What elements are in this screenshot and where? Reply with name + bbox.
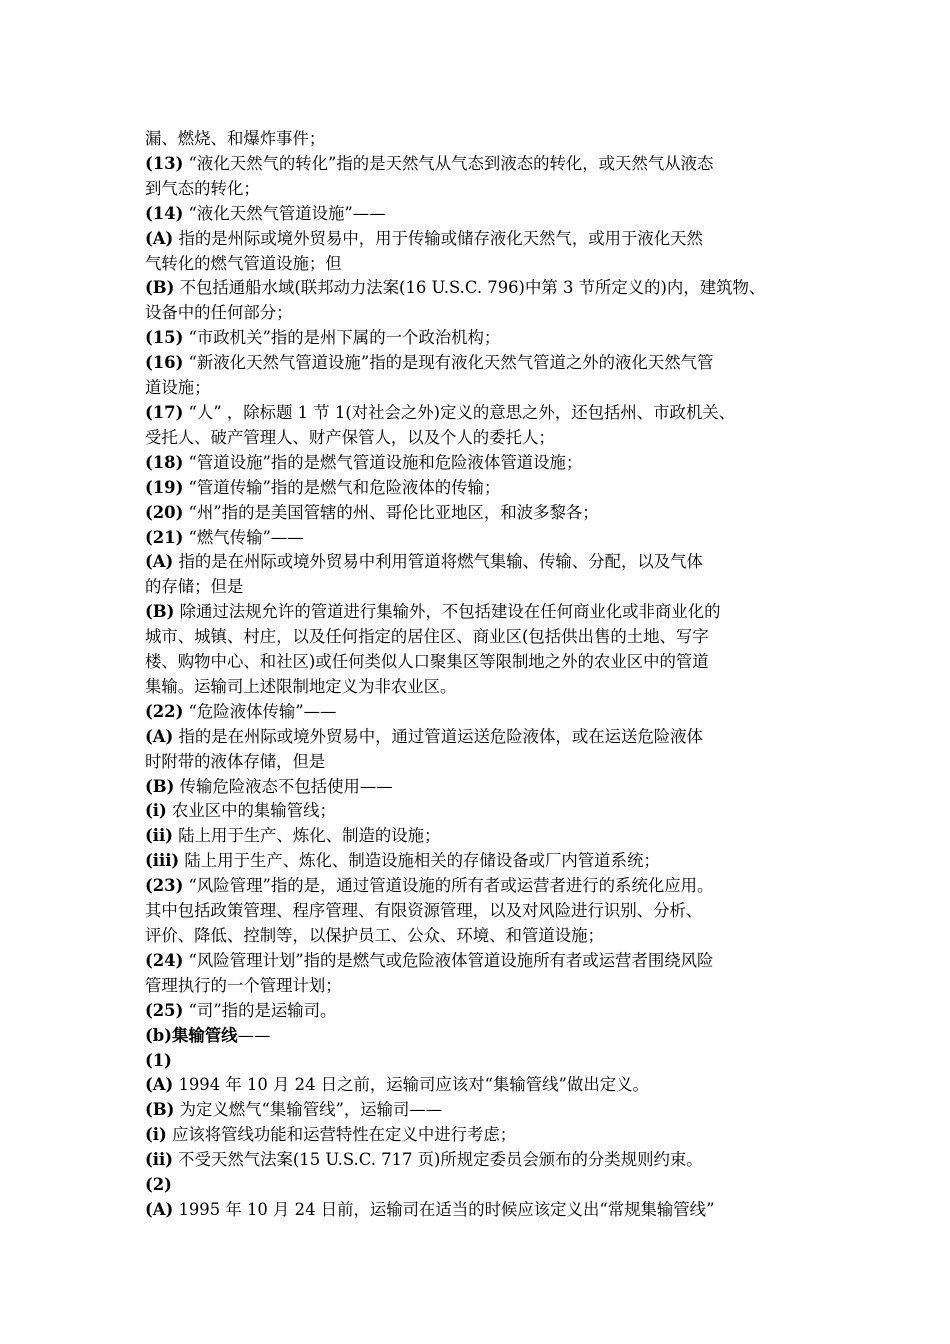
text-line [145, 799, 825, 824]
text-line [145, 874, 825, 899]
text-line [145, 501, 825, 526]
clause-text: 评价、降低、控制等，以保护员工、公众、环境、和管道设施； [145, 926, 604, 945]
clause-text: 1995 年 10 月 24 日前，运输司在适当的时候应该定义出“常规集输管线” [173, 1199, 715, 1219]
text-line [145, 351, 825, 376]
clause-text: “风险管理计划”指的是燃气或危险液体管道设施所有者或运营者围绕风险 [183, 950, 714, 970]
clause-text: —— [237, 1025, 271, 1045]
text-line [145, 202, 825, 227]
clause-text: “州”指的是美国管辖的州、哥伦比亚地区，和波多黎各； [183, 502, 599, 522]
clause-label: (17) [145, 402, 184, 422]
clause-label: (B) [145, 602, 175, 622]
clause-text: 除通过法规允许的管道进行集输外，不包括建设在任何商业化或非商业化的 [174, 602, 721, 622]
clause-label: (ii) [145, 826, 173, 846]
clause-label: (23) [145, 876, 184, 896]
clause-text: 管理执行的一个管理计划； [145, 975, 342, 995]
clause-text: 气转化的燃气管道设施；但 [145, 253, 342, 273]
clause-text: 指的是州际或境外贸易中，用于传输或储存液化天然气，或用于液化天然 [173, 228, 703, 248]
clause-text: 其中包括政策管理、程序管理、有限资源管理，以及对风险进行识别、分析、 [145, 901, 703, 921]
clause-label: (25) [145, 1000, 184, 1020]
clause-text: 设备中的任何部分； [145, 303, 293, 323]
text-line [145, 276, 825, 301]
clause-label: (A) [145, 1199, 174, 1219]
clause-text: “市政机关”指的是州下属的一个政治机构； [183, 328, 501, 348]
text-line [145, 924, 825, 949]
text-line [145, 526, 825, 551]
text-line [145, 1073, 825, 1098]
clause-text: 陆上用于生产、炼化、制造设施相关的存储设备或厂内管道系统； [179, 851, 660, 871]
clause-label: (1) [145, 1050, 172, 1070]
clause-label: (15) [145, 328, 184, 348]
clause-label: (16) [145, 353, 184, 373]
clause-label: (B) [145, 776, 175, 796]
text-line [145, 401, 825, 426]
text-line [145, 625, 825, 650]
clause-label: (i) [145, 801, 167, 821]
clause-label: (21) [145, 527, 184, 547]
text-line [145, 575, 825, 600]
clause-label: (ii) [145, 1150, 173, 1170]
clause-text: 漏、燃烧、和爆炸事件； [145, 129, 326, 148]
clause-label: (13) [145, 153, 184, 173]
clause-text: 不包括通船水域(联邦动力法案(16 U.S.C. 796)中第 3 节所定义的)内，建筑物、 [174, 278, 766, 298]
clause-label: (14) [145, 203, 184, 223]
clause-text: 集输。运输司上述限制地定义为非农业区。 [145, 676, 457, 696]
clause-text: 的存储；但是 [145, 577, 244, 597]
clause-text: 不受天然气法案(15 U.S.C. 717 页)所规定委员会颁布的分类规则约束。 [172, 1150, 703, 1170]
clause-text: 陆上用于生产、炼化、制造的设施； [172, 826, 441, 846]
clause-label: (20) [145, 502, 184, 522]
clause-text: 道设施； [145, 378, 211, 398]
text-line [145, 152, 825, 177]
clause-text: “管道传输”指的是燃气和危险液体的传输； [183, 477, 501, 497]
text-line [145, 1024, 825, 1049]
clause-text: 指的是在州际或境外贸易中，通过管道运送危险液体，或在运送危险液体 [173, 726, 703, 746]
clause-text: 受托人、破产管理人、财产保管人，以及个人的委托人； [145, 427, 555, 447]
text-line [145, 1098, 825, 1123]
text-line [145, 600, 825, 625]
clause-label: (b)集输管线 [145, 1025, 238, 1045]
clause-text: “风险管理”指的是，通过管道设施的所有者或运营者进行的系统化应用。 [183, 876, 714, 896]
clause-text: 到气态的转化； [145, 178, 260, 198]
text-line [145, 1049, 825, 1074]
text-line [145, 949, 825, 974]
clause-label: (2) [145, 1175, 172, 1195]
clause-text: “管道设施”指的是燃气管道设施和危险液体管道设施； [183, 452, 583, 472]
clause-label: (19) [145, 477, 184, 497]
clause-label: (B) [145, 278, 175, 298]
clause-label: (18) [145, 452, 184, 472]
clause-text: 1994 年 10 月 24 日之前，运输司应该对“集输管线”做出定义。 [173, 1075, 649, 1095]
text-line [145, 824, 825, 849]
text-line [145, 550, 825, 575]
text-line [145, 1173, 825, 1198]
text-line [145, 227, 825, 252]
clause-text: 指的是在州际或境外贸易中利用管道将燃气集输、传输、分配，以及气体 [173, 552, 703, 572]
text-line [145, 301, 825, 326]
text-line [145, 899, 825, 924]
clause-label: (A) [145, 726, 174, 746]
text-line [145, 127, 825, 152]
clause-label: (A) [145, 228, 174, 248]
clause-text: 农业区中的集输管线； [166, 801, 336, 821]
clause-text: “危险液体传输”—— [183, 701, 337, 721]
clause-text: 传输危险液态不包括使用—— [174, 776, 393, 796]
clause-text: “燃气传输”—— [183, 527, 304, 547]
text-line [145, 700, 825, 725]
clause-text: 城市、城镇、村庄，以及任何指定的居住区、商业区(包括供出售的土地、写字 [145, 627, 709, 647]
clause-label: (iii) [145, 851, 180, 871]
clause-text: 楼、购物中心、和社区)或任何类似人口聚集区等限制地之外的农业区中的管道 [145, 652, 709, 672]
clause-text: 应该将管线功能和运营特性在定义中进行考虑； [166, 1125, 517, 1145]
text-line [145, 675, 825, 700]
text-line [145, 1198, 825, 1223]
clause-text: “新液化天然气管道设施”指的是现有液化天然气管道之外的液化天然气管 [183, 353, 714, 373]
clause-text: “液化天然气的转化”指的是天然气从气态到液态的转化，或天然气从液态 [183, 153, 714, 173]
text-line [145, 451, 825, 476]
text-line [145, 974, 825, 999]
text-line [145, 650, 825, 675]
clause-text: “液化天然气管道设施”—— [183, 203, 386, 223]
text-line [145, 326, 825, 351]
clause-label: (A) [145, 552, 174, 572]
text-line [145, 775, 825, 800]
clause-label: (i) [145, 1125, 167, 1145]
text-line [145, 999, 825, 1024]
clause-text: “司”指的是运输司。 [183, 1000, 337, 1020]
text-line [145, 252, 825, 277]
text-line [145, 1123, 825, 1148]
text-line [145, 376, 825, 401]
clause-label: (A) [145, 1075, 174, 1095]
clause-text: 为定义燃气“集输管线”，运输司—— [174, 1100, 443, 1120]
clause-label: (B) [145, 1100, 175, 1120]
text-line [145, 476, 825, 501]
clause-label: (22) [145, 701, 184, 721]
text-line [145, 1148, 825, 1173]
clause-text: 时附带的液体存储，但是 [145, 751, 326, 771]
text-line [145, 177, 825, 202]
clause-label: (24) [145, 950, 184, 970]
text-line [145, 849, 825, 874]
text-line [145, 426, 825, 451]
text-line [145, 750, 825, 775]
clause-text: “人” ，除标题 1 节 1(对社会之外)定义的意思之外，还包括州、市政机关、 [183, 402, 736, 422]
text-line [145, 725, 825, 750]
document-page [145, 127, 825, 1223]
